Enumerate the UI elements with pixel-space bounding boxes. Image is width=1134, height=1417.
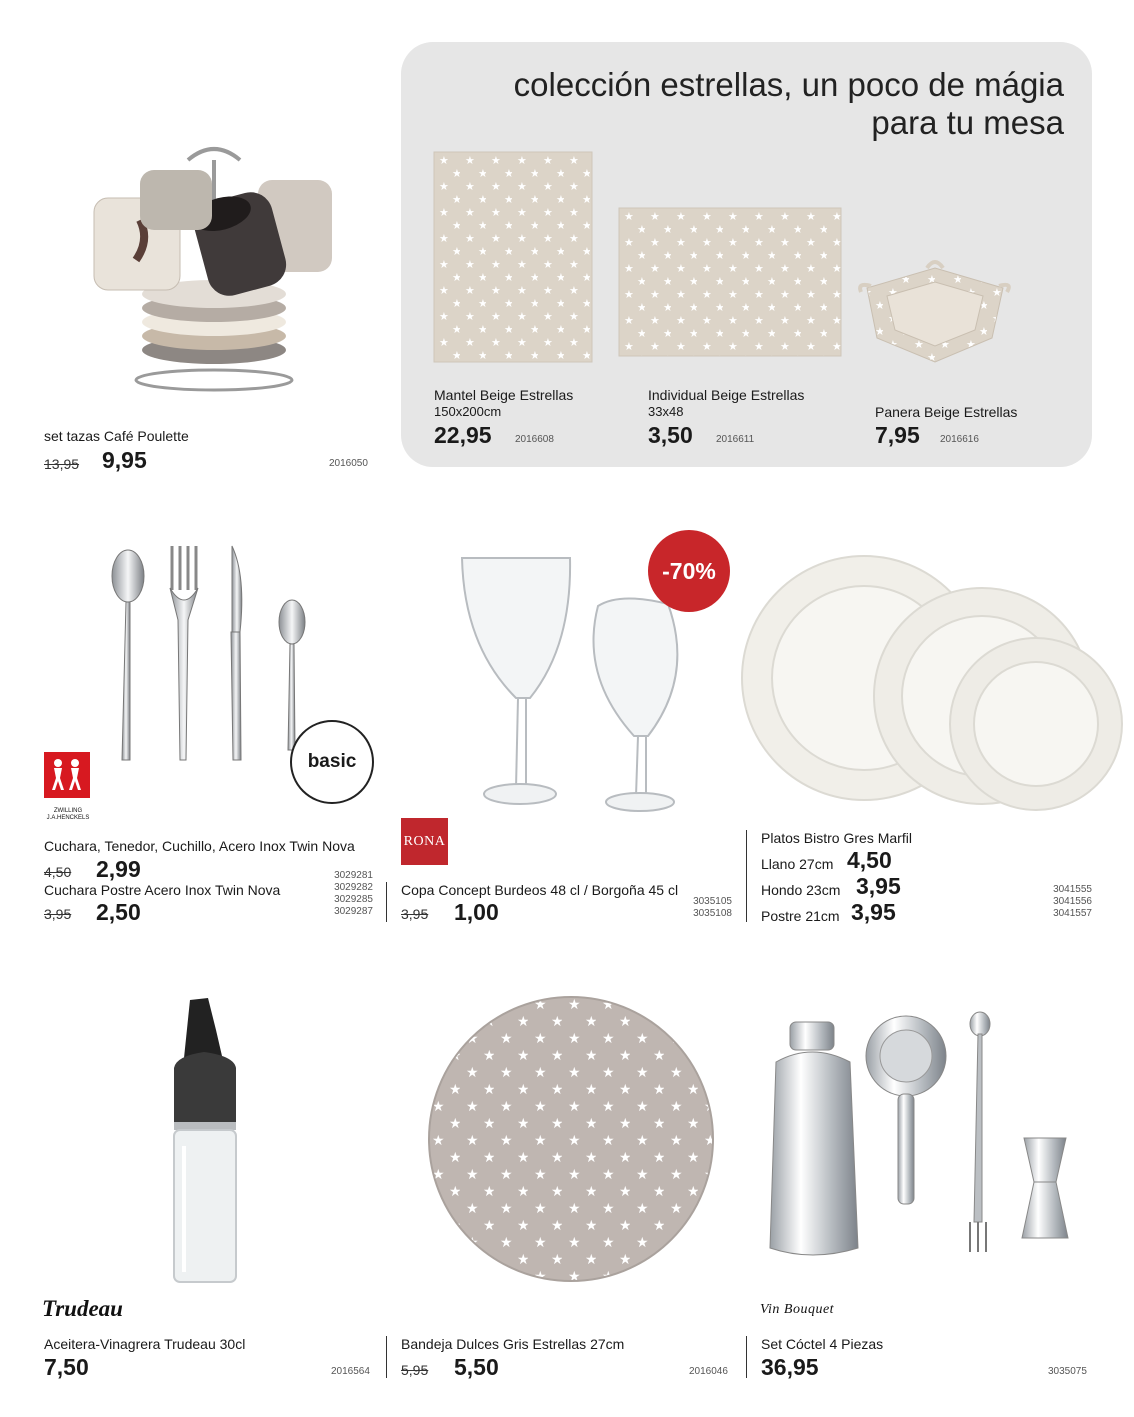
vin-bouquet-logo: Vin Bouquet <box>760 1302 835 1317</box>
cubiertos-image[interactable] <box>100 540 320 770</box>
mantel-name: Mantel Beige Estrellas <box>434 387 574 403</box>
cubiertos-item1-old-price: 4,50 <box>44 864 72 880</box>
mantel-price: 22,95 <box>434 422 492 448</box>
rona-logo: RONA <box>401 818 448 865</box>
platos-row-label: Postre 21cm <box>761 908 840 924</box>
zwilling-logo-icon <box>44 752 94 802</box>
panera-image[interactable] <box>857 258 1013 368</box>
individual-code: 2016611 <box>716 434 755 445</box>
copas-price: 1,00 <box>454 899 499 925</box>
zwilling-brand <box>44 808 92 822</box>
bandeja-old-price: 5,95 <box>401 1362 429 1378</box>
copas-code: 3035105 <box>693 896 732 907</box>
platos-row-price: 3,95 <box>851 899 896 925</box>
platos-row-label: Llano 27cm <box>761 856 834 872</box>
platos-row-price: 3,95 <box>856 873 901 899</box>
aceitera-name: Aceitera-Vinagrera Trudeau 30cl <box>44 1336 246 1352</box>
cubiertos-codes <box>322 870 373 918</box>
mantel-image[interactable] <box>434 152 592 362</box>
platos-code: 3041555 <box>1053 884 1092 895</box>
cubiertos-item2-old-price: 3,95 <box>44 906 72 922</box>
trudeau-logo: Trudeau <box>42 1296 123 1321</box>
bandeja-code: 2016046 <box>689 1366 728 1377</box>
copas-code: 3035108 <box>693 908 732 919</box>
copas-old-price: 3,95 <box>401 906 429 922</box>
panera-price: 7,95 <box>875 422 920 448</box>
tazas-name: set tazas Café Poulette <box>44 428 189 444</box>
aceitera-code: 2016564 <box>331 1366 370 1377</box>
cubiertos-code: 3029287 <box>334 906 373 917</box>
panera-code: 2016616 <box>940 434 979 445</box>
coctel-price: 36,95 <box>761 1354 819 1380</box>
separator <box>386 882 387 922</box>
zwilling-brand-line1: ZWILLING <box>53 808 83 814</box>
platos-row-label: Hondo 23cm <box>761 882 841 898</box>
coctel-name: Set Cóctel 4 Piezas <box>761 1336 884 1352</box>
tazas-price: 9,95 <box>102 447 147 473</box>
panera-name: Panera Beige Estrellas <box>875 404 1018 420</box>
mantel-size: 150x200cm <box>434 404 502 419</box>
feature-title-line2: para tu mesa <box>871 104 1064 141</box>
cubiertos-item1-price: 2,99 <box>96 856 141 882</box>
separator <box>746 1336 747 1378</box>
tazas-old-price: 13,95 <box>44 456 80 472</box>
separator <box>746 830 747 922</box>
cubiertos-code: 3029282 <box>334 882 373 893</box>
bandeja-price: 5,50 <box>454 1354 499 1380</box>
cubiertos-item2-name: Cuchara Postre Acero Inox Twin Nova <box>44 882 281 898</box>
coctel-image[interactable] <box>766 1012 1086 1268</box>
coctel-code: 3035075 <box>1048 1366 1087 1377</box>
copas-codes <box>680 896 732 920</box>
feature-title <box>424 66 1064 142</box>
mantel-code: 2016608 <box>515 434 554 445</box>
tazas-image[interactable] <box>80 140 340 400</box>
cubiertos-code: 3029285 <box>334 894 373 905</box>
bandeja-name: Bandeja Dulces Gris Estrellas 27cm <box>401 1336 625 1352</box>
sale-badge: -70% <box>648 530 730 612</box>
tazas-code: 2016050 <box>329 458 368 469</box>
individual-image[interactable] <box>619 208 841 356</box>
feature-title-line1: colección estrellas, un poco de mágia <box>513 66 1064 103</box>
separator <box>386 1336 387 1378</box>
cubiertos-item2-price: 2,50 <box>96 899 141 925</box>
platos-code: 3041557 <box>1053 908 1092 919</box>
individual-price: 3,50 <box>648 422 693 448</box>
cubiertos-item1-name: Cuchara, Tenedor, Cuchillo, Acero Inox Twin Nova <box>44 838 355 854</box>
platos-code: 3041556 <box>1053 896 1092 907</box>
platos-codes <box>1040 884 1092 920</box>
platos-name: Platos Bistro Gres Marfil <box>761 830 912 846</box>
basic-badge: basic <box>290 720 374 804</box>
individual-size: 33x48 <box>648 404 684 419</box>
platos-image[interactable] <box>740 548 1106 810</box>
individual-name: Individual Beige Estrellas <box>648 387 805 403</box>
copas-name: Copa Concept Burdeos 48 cl / Borgoña 45 cl <box>401 882 679 898</box>
aceitera-price: 7,50 <box>44 1354 89 1380</box>
bandeja-image[interactable] <box>426 994 716 1284</box>
platos-row-price: 4,50 <box>847 847 892 873</box>
cubiertos-code: 3029281 <box>334 870 373 881</box>
aceitera-image[interactable] <box>160 996 250 1288</box>
zwilling-brand-line2: J.A.HENCKELS <box>46 815 90 821</box>
